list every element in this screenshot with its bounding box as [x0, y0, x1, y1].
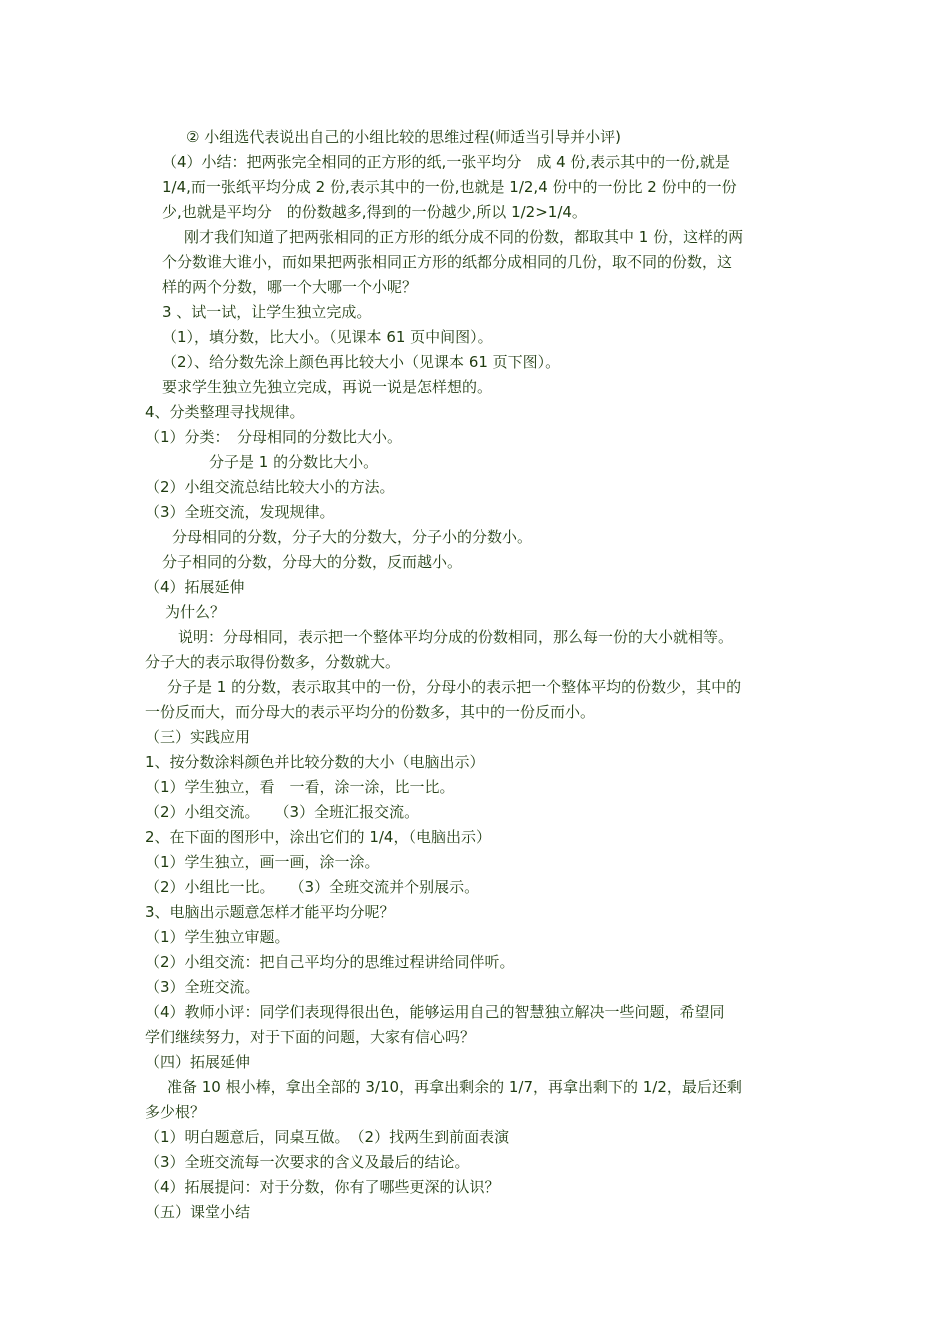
text-line: 分子大的表示取得份数多，分数就大。 [145, 653, 401, 671]
text-line: 分子相同的分数，分母大的分数，反而越小。 [162, 553, 463, 571]
text-line: 1、按分数涂料颜色并比较分数的大小（电脑出示） [145, 753, 485, 771]
text-line: （3）全班交流，发现规律。 [145, 503, 335, 521]
text-line: （2）、给分数先涂上颜色再比较大小（见课本 61 页下图）。 [162, 353, 561, 371]
text-line: （4）拓展提问：对于分数，你有了哪些更深的认识？ [145, 1178, 500, 1196]
text-line: （三）实践应用 [145, 728, 251, 746]
text-line: （4）小结：把两张完全相同的正方形的纸,一张平均分 成 4 份,表示其中的一份,就是 [162, 153, 730, 171]
text-line: 1/4,而一张纸平均分成 2 份,表示其中的一份,也就是 1/2,4 份中的一份比 2 份中的一份 [162, 178, 737, 196]
text-line: （4）拓展延伸 [145, 578, 245, 596]
text-line: 3、电脑出示题意怎样才能平均分呢？ [145, 903, 395, 921]
text-line: ② 小组选代表说出自己的小组比较的思维过程(师适当引导并小评) [186, 128, 621, 146]
text-line: 学们继续努力，对于下面的问题，大家有信心吗？ [145, 1028, 476, 1046]
text-line: （2）小组交流总结比较大小的方法。 [145, 478, 395, 496]
text-line: （4）教师小评：同学们表现得很出色，能够运用自己的智慧独立解决一些问题，希望同 [145, 1003, 725, 1021]
text-line: 2、在下面的图形中，涂出它们的 1/4，（电脑出示） [145, 828, 491, 846]
text-line: （3）全班交流。 [145, 978, 260, 996]
text-line: （3）全班交流每一次要求的含义及最后的结论。 [145, 1153, 470, 1171]
text-line: （1），填分数，比大小。（见课本 61 页中间图）。 [162, 328, 493, 346]
text-line: （1）学生独立审题。 [145, 928, 290, 946]
text-line: （1）明白题意后，同桌互做。 （2）找两生到前面表演 [145, 1128, 510, 1146]
text-line: （1）学生独立，看 一看，涂一涂，比一比。 [145, 778, 455, 796]
text-line: 刚才我们知道了把两张相同的正方形的纸分成不同的份数，都取其中 1 份，这样的两 [184, 228, 744, 246]
text-line: （1）学生独立，画一画，涂一涂。 [145, 853, 380, 871]
text-line: 少,也就是平均分 的份数越多,得到的一份越少,所以 1/2>1/4。 [162, 203, 587, 221]
text-line: 个分数谁大谁小，而如果把两张相同正方形的纸都分成相同的几份，取不同的份数，这 [162, 253, 733, 271]
text-line: 多少根？ [145, 1103, 206, 1121]
text-line: 分子是 1 的分数，表示取其中的一份，分母小的表示把一个整体平均的份数少，其中的 [167, 678, 742, 696]
text-line: （2）小组交流。 （3）全班汇报交流。 [145, 803, 420, 821]
text-line: 3 、试一试，让学生独立完成。 [162, 303, 372, 321]
text-line: 分子是 1 的分数比大小。 [209, 453, 379, 471]
text-line: 一份反而大，而分母大的表示平均分的份数多，其中的一份反而小。 [145, 703, 596, 721]
text-line: 准备 10 根小棒，拿出全部的 3/10，再拿出剩余的 1/7，再拿出剩下的 1/2，最后还剩 [167, 1078, 742, 1096]
text-line: （1）分类： 分母相同的分数比大小。 [145, 428, 403, 446]
text-line: （2）小组比一比。 （3）全班交流并个别展示。 [145, 878, 480, 896]
text-line: （五）课堂小结 [145, 1203, 251, 1221]
text-line: 样的两个分数，哪一个大哪一个小呢？ [162, 278, 418, 296]
text-line: 4、分类整理寻找规律。 [145, 403, 305, 421]
text-line: 分母相同的分数，分子大的分数大，分子小的分数小。 [172, 528, 533, 546]
text-line: （四）拓展延伸 [145, 1053, 251, 1071]
text-line: 说明：分母相同，表示把一个整体平均分成的份数相同，那么每一份的大小就相等。 [178, 628, 734, 646]
text-line: 为什么？ [165, 603, 226, 621]
text-line: 要求学生独立先独立完成，再说一说是怎样想的。 [162, 378, 493, 396]
text-line: （2）小组交流：把自己平均分的思维过程讲给同伴听。 [145, 953, 515, 971]
